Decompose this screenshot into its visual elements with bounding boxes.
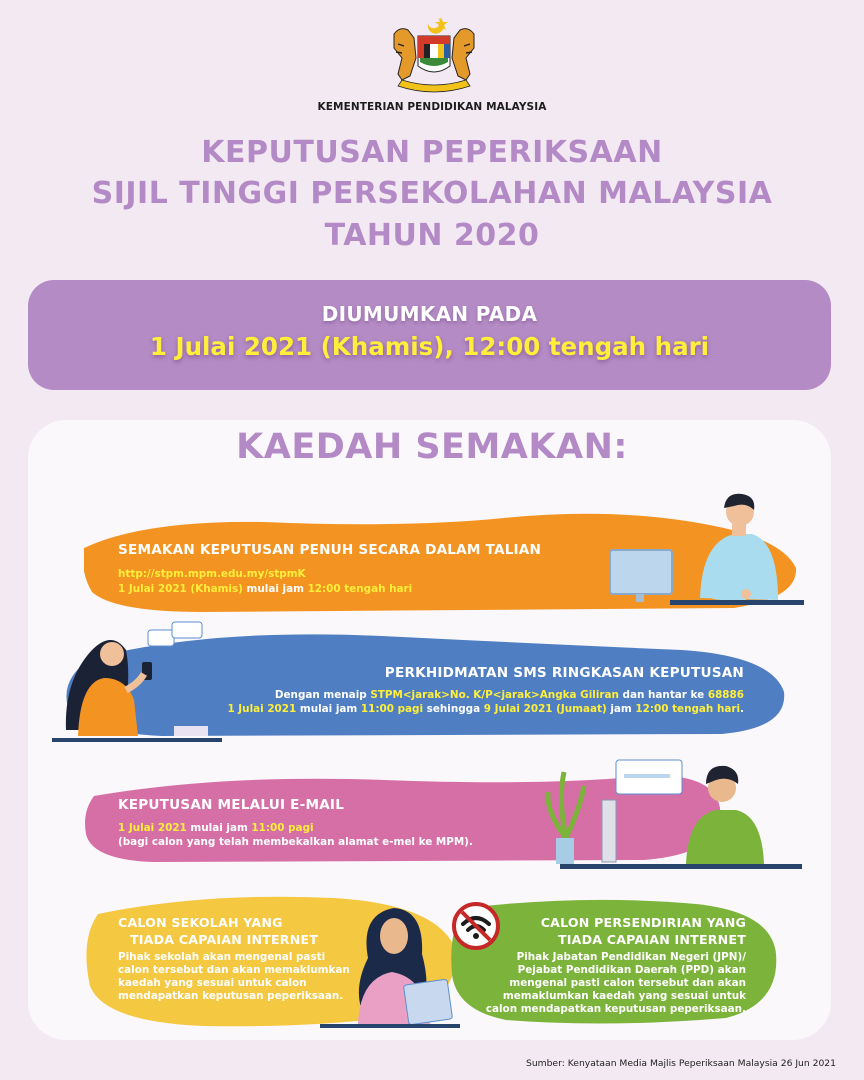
school-section-title: CALON SEKOLAH YANG TIADA CAPAIAN INTERNET bbox=[118, 915, 319, 947]
email-note: (bagi calon yang telah membekalkan alamat e-mel ke MPM). bbox=[118, 836, 473, 848]
online-time: 12:00 tengah hari bbox=[307, 583, 413, 595]
boy-with-laptop-illustration bbox=[540, 752, 808, 872]
online-schedule: 1 Julai 2021 (Khamis) mulai jam 12:00 tengah hari bbox=[118, 583, 413, 595]
private-section-title: CALON PERSENDIRIAN YANG TIADA CAPAIAN INTERNET bbox=[540, 915, 746, 947]
page-title-line-3: TAHUN 2020 bbox=[324, 218, 540, 253]
private-section-text: Pihak Jabatan Pendidikan Negeri (JPN)/ Pejabat Pendidikan Daerah (PPD) akan mengenal pasti calon tersebut dan akan memaklumkan kaedah yang sesuai untuk calon mendapatkan keputusan peperiksaan. bbox=[485, 951, 746, 1015]
announcement-banner bbox=[28, 280, 831, 390]
sms-number: 68886 bbox=[707, 689, 744, 701]
announcement-label: DIUMUMKAN PADA bbox=[321, 302, 538, 326]
no-wifi-icon bbox=[452, 902, 500, 950]
school-section-text: Pihak sekolah akan mengenal pasti calon tersebut dan akan memaklumkan kaedah yang sesuai untuk calon mendapatkan keputusan peperiksaan. bbox=[118, 951, 350, 1002]
sms-section-title: PERKHIDMATAN SMS RINGKASAN KEPUTUSAN bbox=[384, 665, 744, 681]
coat-of-arms-icon bbox=[384, 14, 484, 98]
announcement-date: 1 Julai 2021 (Khamis), 12:00 tengah hari bbox=[149, 332, 710, 361]
online-url[interactable]: http://stpm.mpm.edu.my/stpmK bbox=[118, 568, 306, 580]
email-schedule: 1 Julai 2021 mulai jam 11:00 pagi bbox=[118, 822, 314, 834]
page-title-line-2: SIJIL TINGGI PERSEKOLAHAN MALAYSIA bbox=[91, 176, 773, 211]
online-date: 1 Julai 2021 (Khamis) bbox=[118, 583, 243, 595]
woman-in-hijab-illustration bbox=[320, 898, 460, 1028]
source-note: Sumber: Kenyataan Media Majlis Peperiksaan Malaysia 26 Jun 2021 bbox=[526, 1058, 836, 1069]
page-title-line-1: KEPUTUSAN PEPERIKSAAN bbox=[201, 135, 663, 170]
sms-instructions: Dengan menaip STPM<jarak>No. K/P<jarak>Angka Giliran dan hantar ke 68886 bbox=[274, 689, 744, 701]
email-section-title: KEPUTUSAN MELALUI E-MAIL bbox=[118, 797, 345, 813]
online-section-title: SEMAKAN KEPUTUSAN PENUH SECARA DALAM TALIAN bbox=[118, 542, 542, 558]
woman-with-phone-illustration bbox=[52, 620, 222, 744]
methods-title: KAEDAH SEMAKAN: bbox=[236, 427, 628, 467]
sms-format: STPM<jarak>No. K/P<jarak>Angka Giliran bbox=[370, 689, 619, 701]
man-at-computer-illustration bbox=[596, 490, 808, 612]
sms-schedule: 1 Julai 2021 mulai jam 11:00 pagi sehingga 9 Julai 2021 (Jumaat) jam 12:00 tengah hari. bbox=[227, 703, 744, 715]
ministry-name: KEMENTERIAN PENDIDIKAN MALAYSIA bbox=[317, 101, 547, 113]
